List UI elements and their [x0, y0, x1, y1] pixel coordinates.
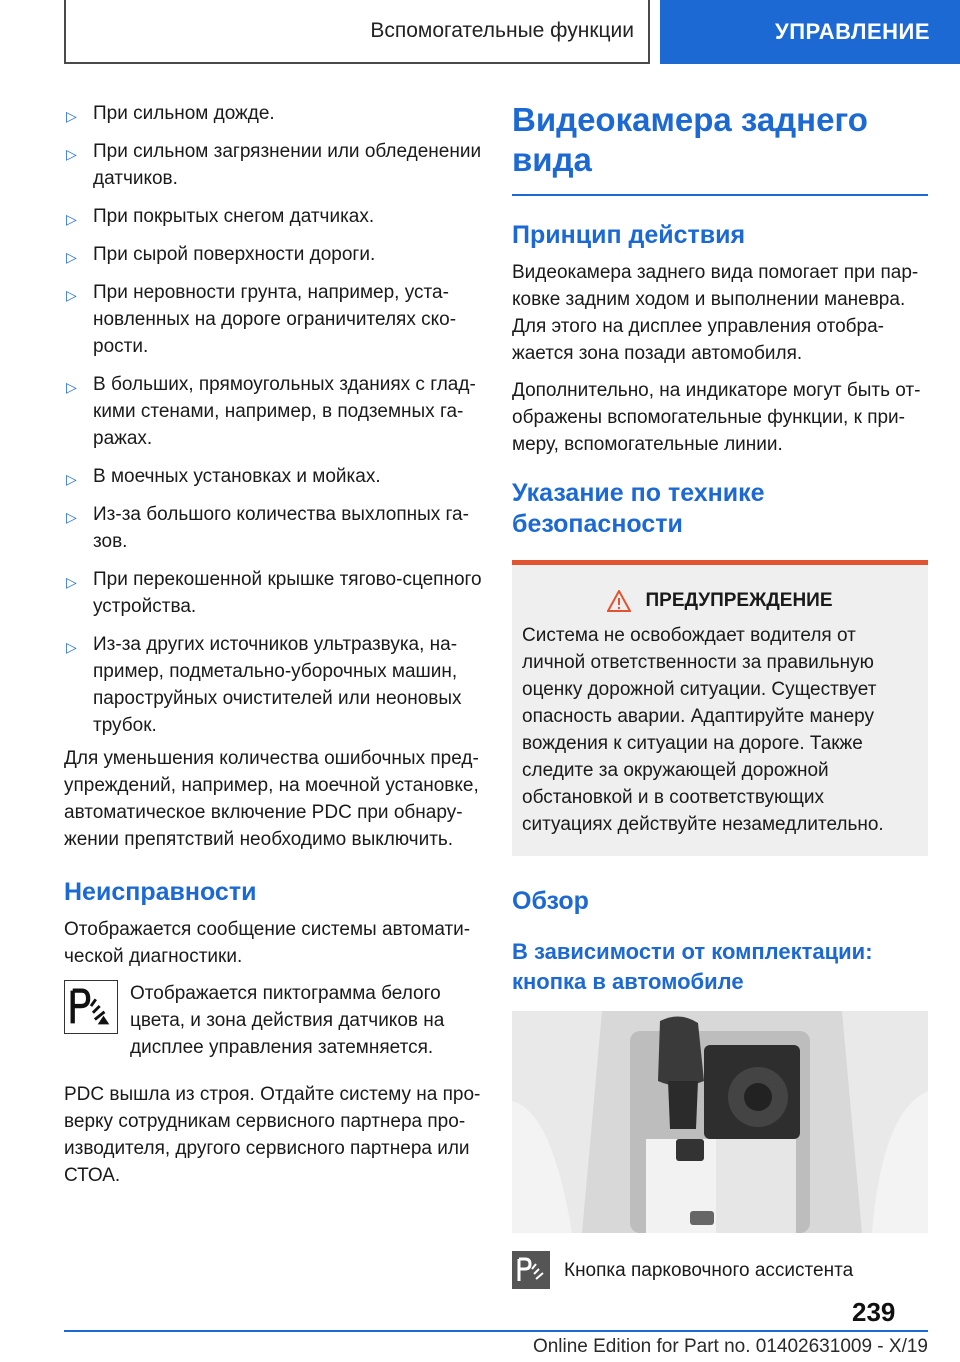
list-item — [64, 241, 482, 268]
triangle-bullet-icon: ▷ — [66, 509, 77, 525]
triangle-bullet-icon: ▷ — [66, 287, 77, 303]
pictogram-text: Отображается пиктограмма белого цвета, и зона действия датчиков на дисплее управления затемняется. — [130, 983, 445, 1058]
footer-edition: Online Edition for Part no. 01402631009 - X/19 — [532, 1336, 928, 1357]
list-item — [64, 100, 482, 127]
header-section-box — [64, 0, 650, 64]
triangle-bullet-icon: ▷ — [66, 471, 77, 487]
malfunction-heading: Неисправности — [64, 878, 257, 906]
warning-title: ПРЕДУПРЕЖДЕНИЕ — [645, 590, 833, 611]
list-item — [64, 279, 482, 360]
header-section-title: Вспомогательные функции — [370, 19, 634, 42]
left-column — [64, 100, 482, 1199]
list-item — [64, 203, 482, 230]
triangle-bullet-icon: ▷ — [66, 211, 77, 227]
list-item-text: При покрытых снегом датчиках. — [93, 206, 375, 227]
triangle-bullet-icon: ▷ — [66, 249, 77, 265]
triangle-bullet-icon: ▷ — [66, 639, 77, 655]
pictogram-row — [64, 980, 482, 1061]
list-item — [64, 501, 482, 555]
pdc-pictogram-icon — [64, 980, 118, 1034]
list-item — [64, 566, 482, 620]
triangle-bullet-icon: ▷ — [66, 108, 77, 124]
warning-header — [522, 587, 918, 614]
warning-box — [512, 560, 928, 856]
list-item-text: Из-за других источников ультразвука, например, подметально-уборочных машин, пароструйных очистителей или неоновых трубок. — [93, 634, 462, 736]
list-item — [64, 463, 482, 490]
header-chapter-title: УПРАВЛЕНИЕ — [775, 19, 930, 44]
list-item — [64, 371, 482, 452]
parking-assistant-button-icon — [512, 1251, 550, 1289]
header-chapter-tab — [660, 0, 960, 64]
center-console-photo — [512, 1011, 928, 1233]
pdc-failure-paragraph: PDC вышла из строя. Отдайте систему на проверку сотрудникам сервисного партнера производителя, другого сервисного партнера или СТОА. — [64, 1084, 481, 1186]
list-item-text: Из-за большого количества выхлопных газов. — [93, 504, 469, 552]
triangle-bullet-icon: ▷ — [66, 574, 77, 590]
list-item — [64, 138, 482, 192]
list-item-text: При перекошенной крышке тягово-сцепного устройства. — [93, 569, 482, 617]
triangle-bullet-icon: ▷ — [66, 146, 77, 162]
caption-row — [512, 1251, 928, 1289]
conditions-list — [64, 100, 482, 739]
list-item-text: В больших, прямоугольных зданиях с гладкими стенами, например, в подземных гаражах. — [93, 374, 476, 449]
page-number: 239 — [852, 1297, 896, 1327]
list-item-text: При сильном дожде. — [93, 103, 275, 124]
list-item — [64, 631, 482, 739]
warning-triangle-icon — [607, 590, 631, 612]
safety-heading: Указание по технике безопасности — [512, 479, 765, 538]
right-column — [512, 100, 928, 1289]
overview-heading: Обзор — [512, 887, 589, 915]
warning-text: Система не освобождает водителя от личной ответственности за правильную оценку дорожной ситуации. Существует опасность аварии. Адаптируйте манеру вождения к ситуации на дороге. Также следите за окружающей дорожной обстановкой и в соответствующих ситуациях действуйте незамедлительно. — [522, 625, 884, 835]
list-item-text: При неровности грунта, например, установленных на дороге ограничителях скорости. — [93, 282, 457, 357]
principle-paragraph-1: Видеокамера заднего вида помогает при парковке задним ходом и выполнении маневра. Для этого на дисплее управления отображается зона позади автомобиля. — [512, 262, 919, 364]
footer-divider — [64, 1330, 928, 1332]
principle-heading: Принцип действия — [512, 221, 746, 249]
malfunction-text: Отображается сообщение системы автоматической диагностики. — [64, 919, 471, 967]
list-item-text: При сырой поверхности дороги. — [93, 244, 376, 265]
overview-subheading: В зависимости от комплектации: кнопка в автомобиле — [512, 939, 873, 994]
camera-title: Видеокамера заднего вида — [512, 101, 868, 178]
principle-paragraph-2: Дополнительно, на индикаторе могут быть отображены вспомогательные функции, к примеру, вспомогательные линии. — [512, 380, 921, 455]
title-divider — [512, 194, 928, 196]
list-item-text: В моечных установках и мойках. — [93, 466, 381, 487]
list-item-text: При сильном загрязнении или обледенении датчиков. — [93, 141, 482, 189]
photo-caption: Кнопка парковочного ассистента — [564, 1259, 854, 1281]
triangle-bullet-icon: ▷ — [66, 379, 77, 395]
pdc-disable-paragraph: Для уменьшения количества ошибочных предупреждений, например, на моечной установке, автоматическое включение PDC при обнаружении препятствий необходимо выключить. — [64, 748, 479, 850]
